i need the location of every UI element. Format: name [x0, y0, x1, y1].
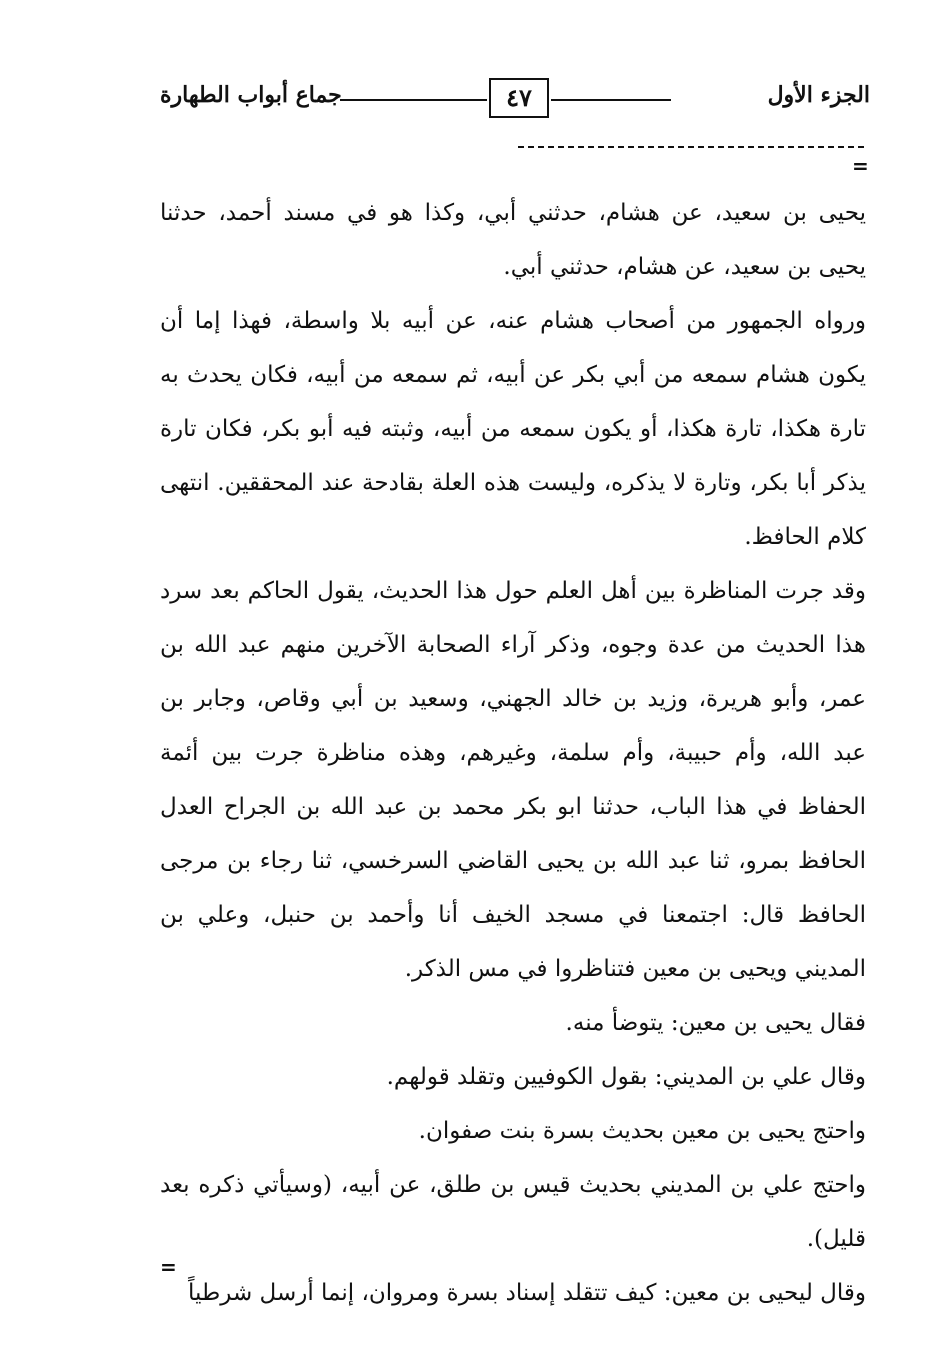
header-rule-left	[340, 99, 487, 101]
header-rule-right	[551, 99, 671, 101]
part-label: الجزء الأول	[767, 82, 870, 108]
paragraph: واحتج يحيى بن معين بحديث بسرة بنت صفوان.	[418, 1118, 866, 1144]
paragraph: ورواه الجمهور من أصحاب هشام عنه، عن أبيه بلا واسطة، فهذا إما أن يكون هشام سمعه من أبي بكر عن أبيه، ثم سمعه من أبيه، فكان يحدث به تارة هكذا، تارة هكذا، أو يكون سمعه من أبيه، وثبته فيه أبو بكر، فكان تارة يذكر أبا بكر، وتارة لا يذكره، وليست هذه العلة بقادحة عند المحققين. انتهى كلام الحافظ.	[160, 308, 866, 550]
page-body	[160, 186, 866, 1320]
footnote-continuation-dashes	[518, 146, 864, 148]
page-number: ٤٧	[489, 78, 549, 118]
paragraph: وقال علي بن المديني: بقول الكوفيين وتقلد قولهم.	[386, 1064, 866, 1090]
paragraph: فقال يحيى بن معين: يتوضأ منه.	[565, 1010, 866, 1036]
paragraph: واحتج علي بن المديني بحديث قيس بن طلق، عن أبيه، (وسيأتي ذكره بعد قليل).	[160, 1172, 866, 1252]
continuation-mark-top: =	[852, 154, 869, 178]
paragraph: وقد جرت المناظرة بين أهل العلم حول هذا الحديث، يقول الحاكم بعد سرد هذا الحديث من عدة وجوه، وذكر آراء الصحابة الآخرين منهم عبد الله بن عمر، وأبو هريرة، وزيد بن خالد الجهني، وسعيد بن أبي وقاص، وجابر بن عبد الله، وأم حبيبة، وأم سلمة، وغيرهم، وهذه مناظرة جرت بين أئمة الحفاظ في هذا الباب، حدثنا ابو بكر محمد بن عبد الله بن الجراح العدل الحافظ بمرو، ثنا عبد الله بن يحيى القاضي السرخسي، ثنا رجاء بن مرجى الحافظ قال: اجتمعنا في مسجد الخيف أنا وأحمد بن حنبل، وعلي بن المديني ويحيى بن معين فتناظروا في مس الذكر.	[160, 578, 866, 982]
chapter-title: جماع أبواب الطهارة	[160, 82, 342, 108]
page-header	[160, 78, 870, 124]
continuation-mark-bottom: =	[160, 1255, 177, 1279]
paragraph: وقال ليحيى بن معين: كيف تتقلد إسناد بسرة ومروان، إنما أرسل شرطياً	[188, 1280, 866, 1306]
paragraph: يحيى بن سعيد، عن هشام، حدثني أبي، وكذا هو في مسند أحمد، حدثنا يحيى بن سعيد، عن هشام، حدثني أبي.	[160, 200, 866, 280]
